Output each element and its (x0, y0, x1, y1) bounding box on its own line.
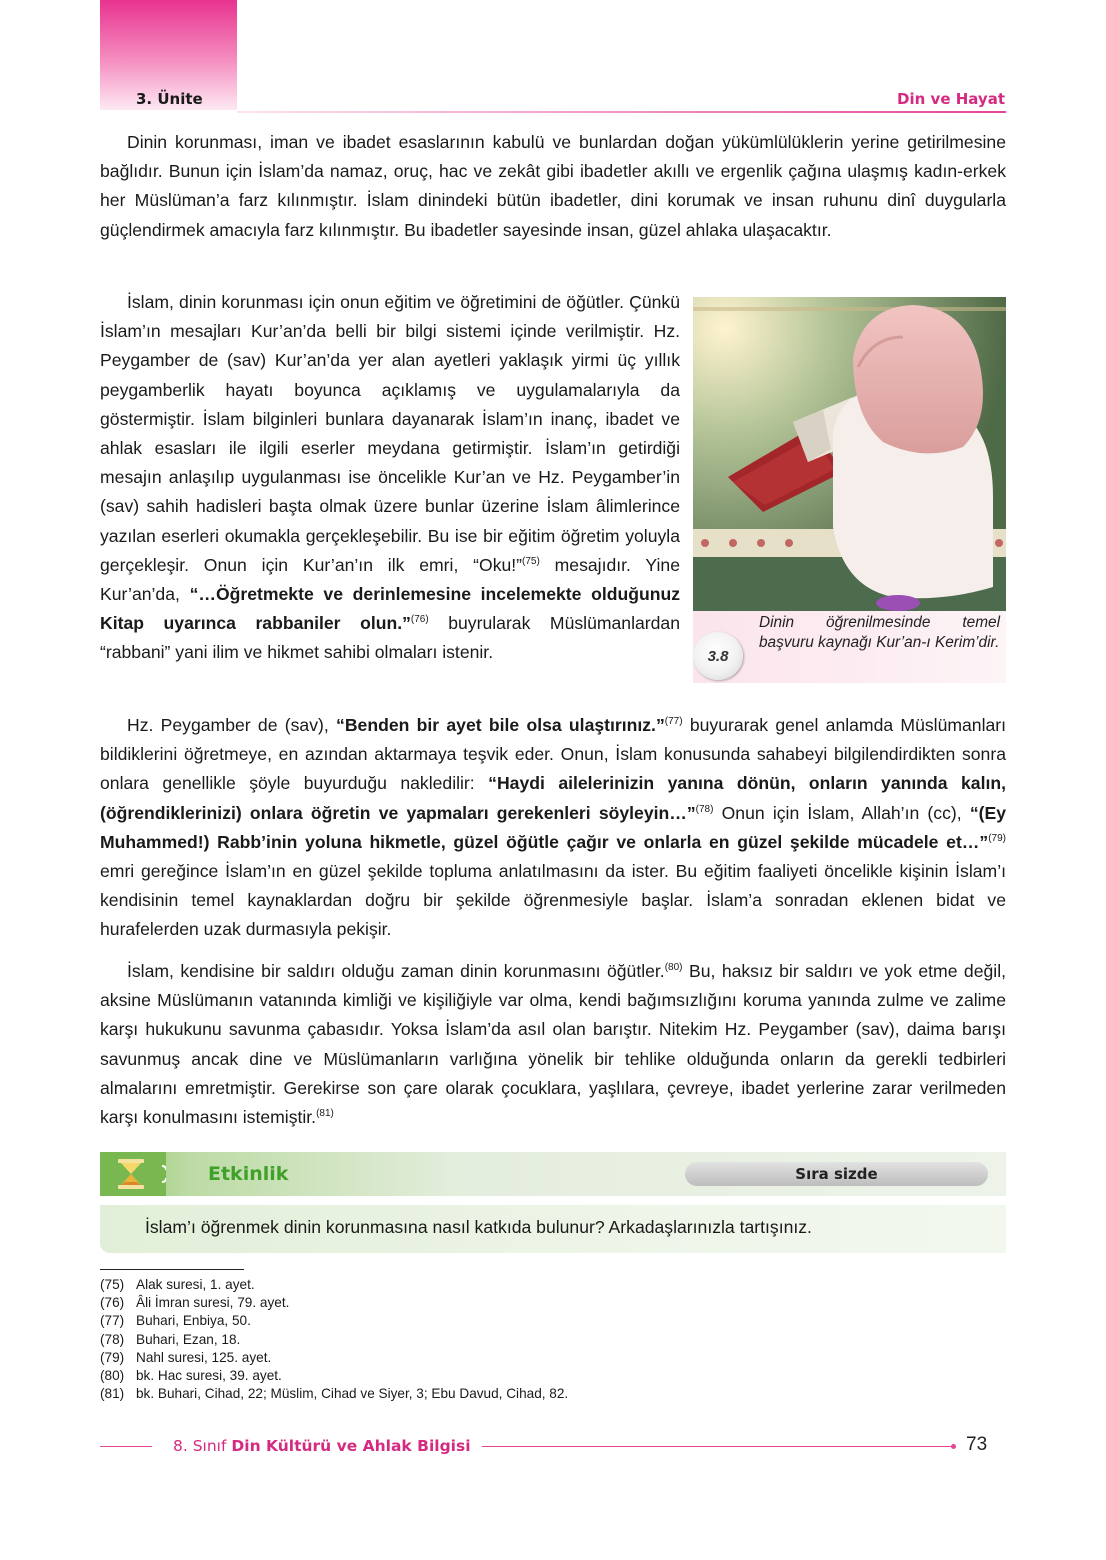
footnote-ref-77[interactable]: (77) (664, 716, 683, 728)
footnote-item (100, 1349, 568, 1367)
footer-grade: 8. Sınıf (173, 1437, 227, 1455)
footnote-item (100, 1331, 568, 1349)
footnote-text: bk. Buhari, Cihad, 22; Müslim, Cihad ve Siyer, 3; Ebu Davud, Cihad, 82. (136, 1386, 569, 1402)
paragraph-2-text-a: İslam, dinin korunması için onun eğitim ve öğretimini de öğütler. Çünkü İslam’ın mesajları Kur’an’da belli bir bilgi sistemi içinde verilmiştir. Hz. Peygamber de (sav) Kur’an’da yer alan ayetleri yaklaşık yirmi üç yıllık peygamberlik hayatı boyunca açıklamış ve uygulamalarıyla da göstermiştir. İslam bilginleri bunlara dayanarak İslam’ın inanç, ibadet ve ahlak esasları ile ilgili eserler meydana getirmiştir. İslam’ın getirdiği mesajın anlaşılıp uygulanması ise öncelikle Kur’an ve Hz. Peygamber’in (sav) sahih hadisleri başta olmak üzere bunlar üzerine İslam âlimlerince yazılan eserleri okumakla gerçekleşebilir. Bu ise bir eğitim öğretim yoluyla gerçekleşir. Onun için Kur’an’ın ilk emri, “Oku!” (100, 292, 680, 575)
paragraph-3-text-c: Onun için İslam, Allah’ın (cc), (713, 802, 970, 823)
figure-caption: Dinin öğrenilmesinde temel başvuru kaynağı Kur’an-ı Kerim’dir. (759, 614, 1000, 651)
footer-line-left (100, 1446, 152, 1447)
paragraph-3-text-a: Hz. Peygamber de (sav), (127, 715, 337, 735)
paragraph-4 (100, 957, 1006, 1132)
paragraph-3 (100, 711, 1006, 945)
footnote-number: (81) (100, 1386, 125, 1402)
footnote-item (100, 1276, 568, 1294)
chapter-title: Din ve Hayat (897, 90, 1005, 108)
activity-body (100, 1205, 1006, 1253)
footnote-number: (79) (100, 1349, 125, 1365)
hadith-quote-2: “Haydi ailelerinizin yanına dönün, onların yanında kalın, (öğrendiklerinizi) onlara öğretin ve yapmaları gerekenleri söyleyin…” (100, 773, 1006, 823)
footnote-text: Alak suresi, 1. ayet. (136, 1277, 255, 1292)
quran-quote: “…Öğretmekte ve derinlemesine incelemekte olduğunuz Kitap uyarınca rabbaniler olun.” (100, 584, 680, 634)
paragraph-3-text-b: buyurarak genel anlamda Müslümanları bildiklerini öğretmeye, en azından aktarmaya teşvik eder. Onun, İslam konusunda sahabeyi bilgilendirdikten sonra onlara genellikle şöyle buyurduğu nakledilir: (100, 715, 1007, 794)
footnote-item (100, 1385, 568, 1403)
activity-header (100, 1152, 1006, 1196)
footnote-ref-79[interactable]: (79) (988, 832, 1006, 844)
figure-photo-quran-reader (693, 297, 1006, 611)
footnote-ref-76[interactable]: (76) (410, 614, 429, 626)
footnote-number: (80) (100, 1368, 125, 1384)
footnote-text: Buhari, Enbiya, 50. (136, 1313, 251, 1329)
paragraph-4-text-b: Bu, haksız bir saldırı ve yok etme değil, aksine Müslümanın vatanında kimliği ve kişiliğiyle var olma, kendi bağımsızlığını koruma yanında zulme ve zalime karşı hukukunu savunma çabasıdır. Yoksa İslam’da asıl olan barıştır. Nitekim Hz. Peygamber (sav), daima barışı savunmuş ancak dine ve Müslümanların varlığına yönelik bir tehlike olduğunda onların da gerekli tedbirleri almalarını emretmiştir. Gerekirse son çare olarak çocuklara, yaşlılara, çevreye, ibadet yerlerine zarar verilmeden karşı konulmasını istemiştir. (100, 961, 1006, 1128)
activity-badge: Sıra sizde (685, 1162, 988, 1186)
figure-number-badge: 3.8 (693, 632, 743, 680)
figure-caption-box (693, 611, 1006, 683)
footnote-divider (100, 1269, 244, 1270)
footnote-number: (76) (100, 1295, 125, 1311)
activity-title: Etkinlik (208, 1163, 289, 1185)
footnote-list (100, 1276, 568, 1403)
footnote-item (100, 1312, 568, 1330)
header-rule (237, 111, 1006, 113)
quran-quote-2: “(Ey Muhammed!) Rabb’inin yoluna hikmetle, güzel öğütle çağır ve onlarla en güzel şekilde mücadele et…” (100, 802, 1006, 852)
photo-illustration (693, 297, 1006, 611)
footnote-ref-80[interactable]: (80) (664, 962, 683, 974)
paragraph-2 (100, 288, 680, 668)
footnote-text: bk. Hac suresi, 39. ayet. (136, 1368, 282, 1384)
footnote-item (100, 1367, 568, 1385)
footnote-ref-78[interactable]: (78) (695, 803, 714, 815)
footnote-number: (77) (100, 1313, 125, 1329)
paragraph-2-text-c: buyrularak Müslümanlardan “rabbani” yani ilim ve hikmet sahibi olmaları istenir. (100, 613, 680, 663)
hourglass-icon (100, 1152, 166, 1196)
activity-question: İslam’ı öğrenmek dinin korunmasına nasıl katkıda bulunur? Arkadaşlarınızla tartışınız. (145, 1217, 812, 1237)
page-number: 73 (966, 1434, 988, 1455)
footer-line-right (482, 1446, 952, 1447)
footnote-ref-81[interactable]: (81) (316, 1108, 334, 1120)
footer-book-title (173, 1437, 471, 1455)
footer-dot (951, 1444, 956, 1449)
footnote-number: (78) (100, 1331, 125, 1347)
paragraph-2-text-b: mesajıdır. Yine Kur’an’da, (100, 554, 680, 605)
footer-subject: Din Kültürü ve Ahlak Bilgisi (231, 1437, 471, 1455)
footnote-text: Nahl suresi, 125. ayet. (136, 1349, 272, 1365)
hadith-quote-1: “Benden bir ayet bile olsa ulaştırınız.” (336, 715, 665, 735)
activity-icon-box (100, 1152, 166, 1196)
footnote-item (100, 1294, 568, 1312)
footnote-text: Âli İmran suresi, 79. ayet. (136, 1295, 290, 1311)
footnote-ref-75[interactable]: (75) (522, 555, 540, 567)
paragraph-4-text-a: İslam, kendisine bir saldırı olduğu zaman dinin korunmasını öğütler. (127, 961, 665, 981)
paragraph-1: Dinin korunması, iman ve ibadet esaslarının kabulü ve bunlardan doğan yükümlülüklerin yerine getirilmesine bağlıdır. Bunun için İslam’da namaz, oruç, hac ve zekât gibi ibadetler akıllı ve ergenlik çağına ulaşmış kadın-erkek her Müslüman’a farz kılınmıştır. İslam dinindeki bütün ibadetler, dini korumak ve insan ruhunu dinî duygularla güçlendirmek amacıyla farz kılınmıştır. Bu ibadetler sayesinde insan, güzel ahlaka ulaşacaktır. (100, 132, 1006, 240)
footnote-number: (75) (100, 1277, 125, 1292)
paragraph-3-text-d: emri gereğince İslam’ın en güzel şekilde topluma anlatılmasını da ister. Bu eğitim faaliyeti öncelikle kişinin İslam’ı kendisinin temel kaynaklardan doğru bir şekilde öğrenmesiyle başlar. İslam’a sonradan eklenen bidat ve hurafelerden uzak durmasıyla pekişir. (100, 861, 1006, 940)
unit-label: 3. Ünite (136, 90, 203, 108)
footnote-text: Buhari, Ezan, 18. (136, 1331, 241, 1347)
